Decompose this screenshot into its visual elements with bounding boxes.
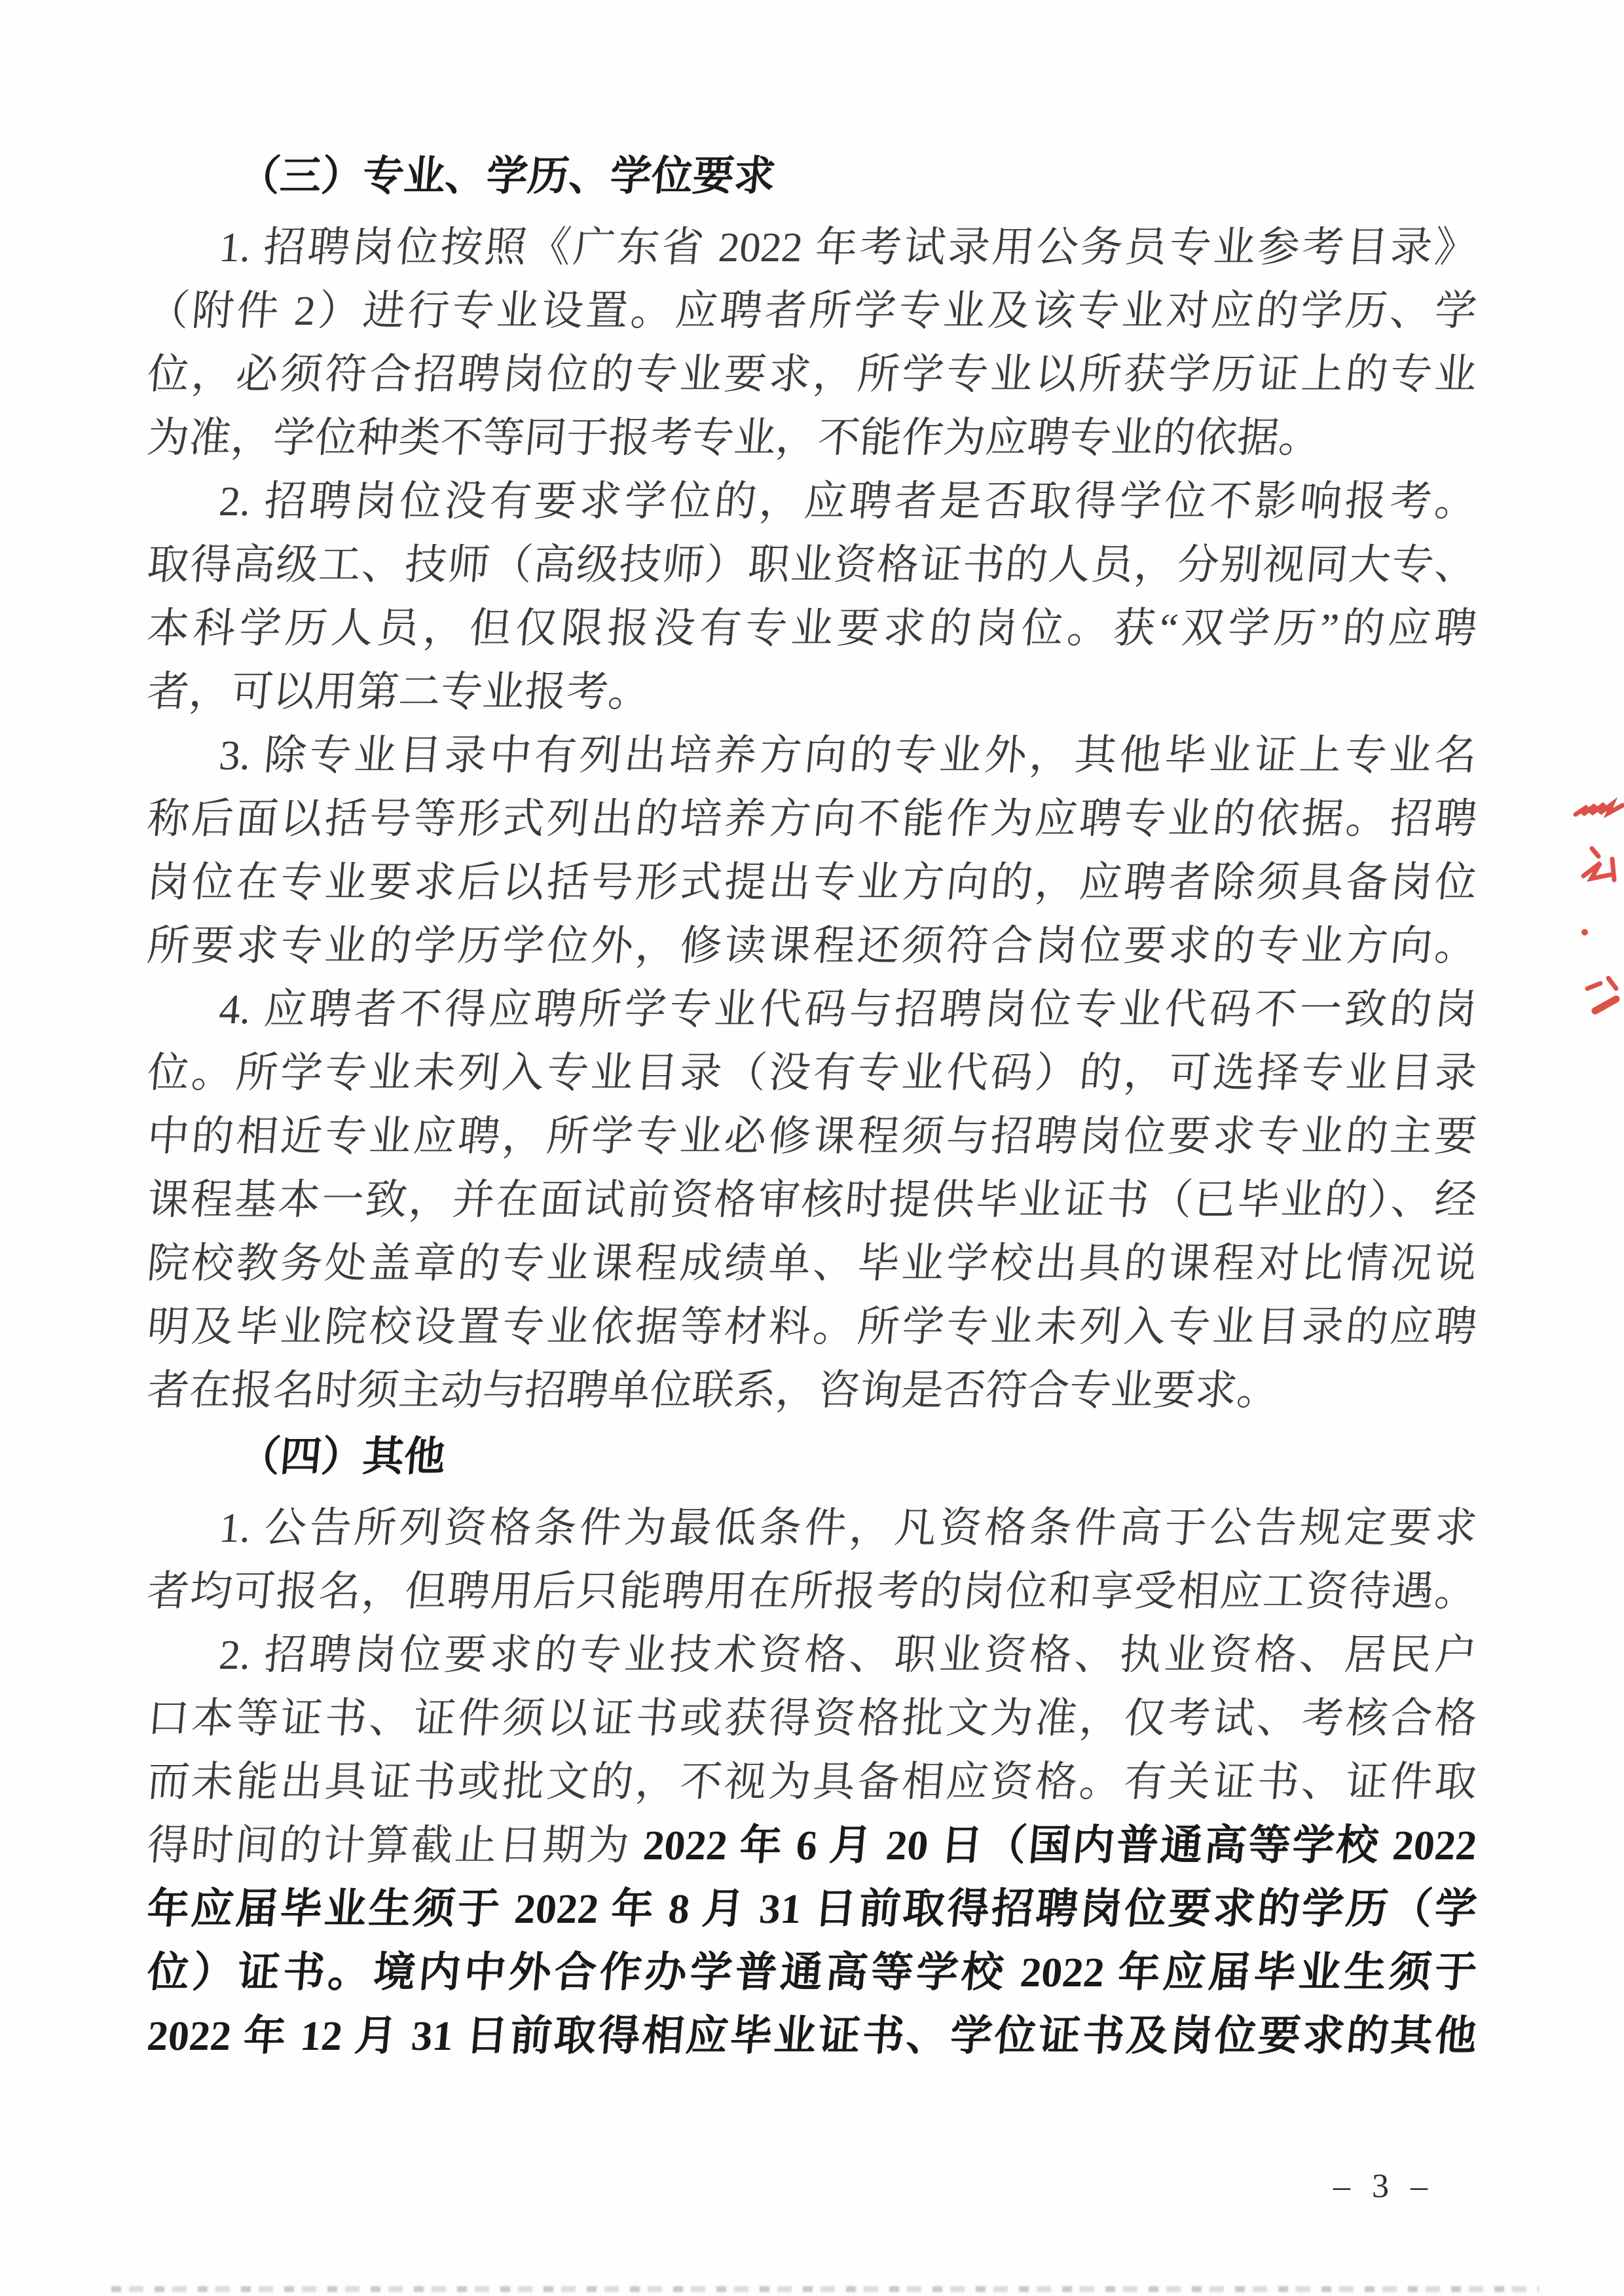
document-line: 4. 应聘者不得应聘所学专业代码与招聘岗位专业代码不一致的岗 <box>217 986 1479 1032</box>
section-heading: （三）专业、学历、学位要求 <box>236 152 778 200</box>
document-line: 院校教务处盖章的专业课程成绩单、毕业学校出具的课程对比情况说 <box>145 1240 1479 1286</box>
document-line: 中的相近专业应聘，所学专业必修课程须与招聘岗位要求专业的主要 <box>145 1113 1479 1159</box>
document-line: 者在报名时须主动与招聘单位联系，咨询是否符合专业要求。 <box>145 1367 1282 1413</box>
line-bold-segment: 2022 年 6 月 20 日（国内普通高等学校 2022 <box>641 1822 1479 1868</box>
document-line: 称后面以括号等形式列出的培养方向不能作为应聘专业的依据。招聘 <box>145 795 1479 842</box>
document-line: 1. 公告所列资格条件为最低条件，凡资格条件高于公告规定要求 <box>217 1504 1479 1551</box>
document-line: 位。所学专业未列入专业目录（没有专业代码）的，可选择专业目录 <box>145 1049 1479 1096</box>
section-heading: （四）其他 <box>236 1432 448 1480</box>
document-line: 2. 招聘岗位没有要求学位的，应聘者是否取得学位不影响报考。 <box>217 478 1479 524</box>
document-body <box>147 141 1477 2068</box>
document-line: 岗位在专业要求后以括号形式提出专业方向的，应聘者除须具备岗位 <box>145 859 1479 905</box>
document-line: 本科学历人员，但仅限报没有专业要求的岗位。获“双学历”的应聘 <box>145 605 1479 651</box>
document-line: 年应届毕业生须于 2022 年 8 月 31 日前取得招聘岗位要求的学历（学 <box>145 1886 1479 1932</box>
document-line: 明及毕业院校设置专业依据等材料。所学专业未列入专业目录的应聘 <box>145 1303 1479 1350</box>
document-line: 位）证书。境内中外合作办学普通高等学校 2022 年应届毕业生须于 <box>145 1949 1479 1995</box>
document-line <box>145 1813 1479 1877</box>
document-line: 者均可报名，但聘用后只能聘用在所报考的岗位和享受相应工资待遇。 <box>145 1568 1479 1614</box>
document-line: 者，可以用第二专业报考。 <box>145 668 653 715</box>
document-line: 位，必须符合招聘岗位的专业要求，所学专业以所获学历证上的专业 <box>145 351 1479 397</box>
document-line: 1. 招聘岗位按照《广东省 2022 年考试录用公务员专业参考目录》 <box>217 224 1479 270</box>
document-line: 口本等证书、证件须以证书或获得资格批文为准，仅考试、考核合格 <box>145 1695 1479 1741</box>
document-line: 3. 除专业目录中有列出培养方向的专业外，其他毕业证上专业名 <box>217 732 1479 778</box>
page-bottom-bleed-text <box>111 2286 1539 2292</box>
document-line: 课程基本一致，并在面试前资格审核时提供毕业证书（已毕业的）、经 <box>145 1176 1479 1223</box>
document-line: 2. 招聘岗位要求的专业技术资格、职业资格、执业资格、居民户 <box>217 1631 1479 1678</box>
document-line: 所要求专业的学历学位外，修读课程还须符合岗位要求的专业方向。 <box>145 922 1479 969</box>
line-regular-segment: 得时间的计算截止日期为 <box>145 1822 646 1868</box>
document-line: （附件 2）进行专业设置。应聘者所学专业及该专业对应的学历、学 <box>145 287 1479 334</box>
document-line: 而未能出具证书或批文的，不视为具备相应资格。有关证书、证件取 <box>145 1758 1479 1805</box>
document-line: 2022 年 12 月 31 日前取得相应毕业证书、学位证书及岗位要求的其他 <box>145 2013 1479 2059</box>
document-line: 取得高级工、技师（高级技师）职业资格证书的人员，分别视同大专、 <box>145 541 1479 588</box>
document-line: 为准，学位种类不等同于报考专业，不能作为应聘专业的依据。 <box>145 414 1323 461</box>
page-number: – 3 – <box>1333 2168 1434 2205</box>
red-annotation-marks-icon <box>1561 780 1624 1029</box>
